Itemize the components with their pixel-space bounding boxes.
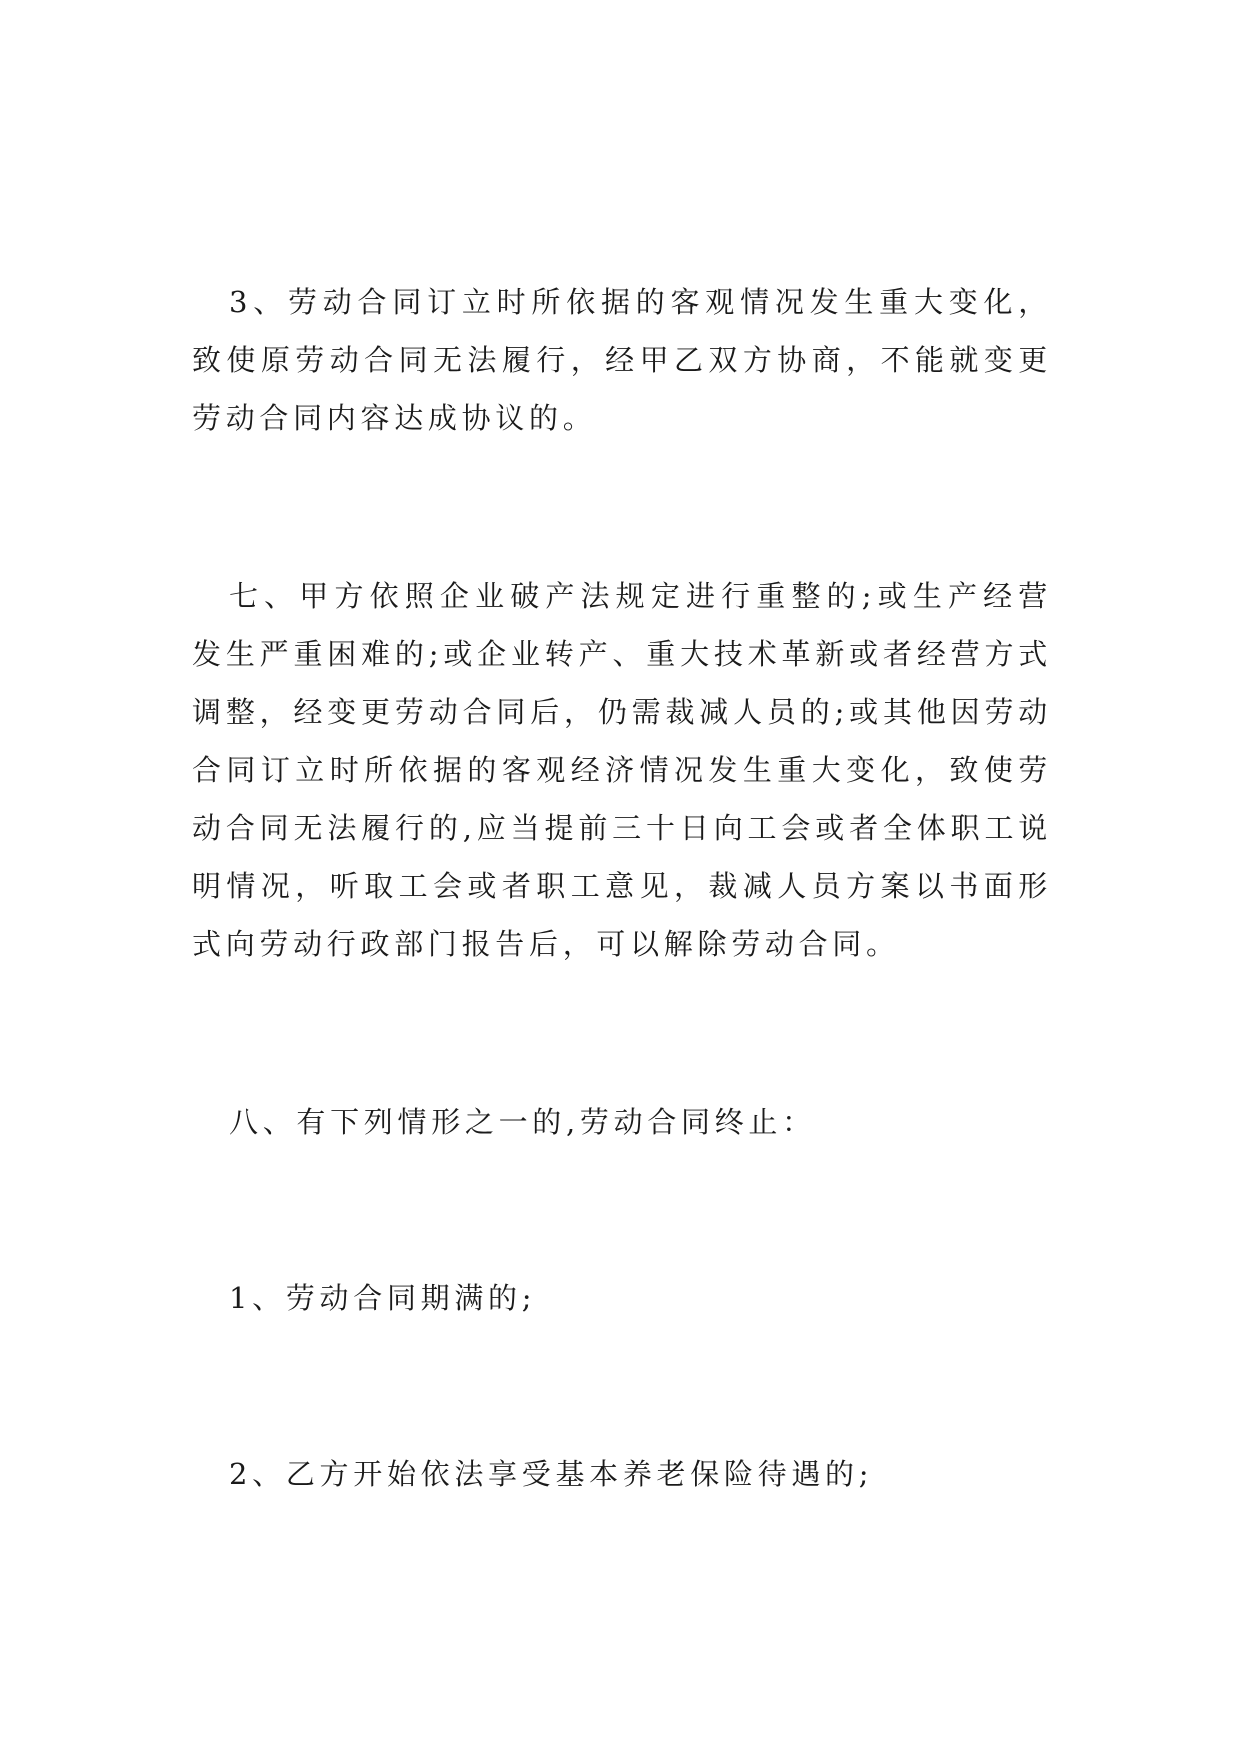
paragraph-clause-3: 3、劳动合同订立时所依据的客观情况发生重大变化，致使原劳动合同无法履行，经甲乙双方协商，不能就变更劳动合同内容达成协议的。 [192,285,1052,435]
paragraph-article-8: 八、有下列情形之一的,劳动合同终止： [229,1105,816,1139]
paragraph-item-1: 1、劳动合同期满的; [229,1281,537,1315]
paragraph-item-2: 2、乙方开始依法享受基本养老保险待遇的; [229,1457,874,1491]
paragraph-article-7: 七、甲方依照企业破产法规定进行重整的;或生产经营发生严重困难的;或企业转产、重大技术革新或者经营方式调整，经变更劳动合同后，仍需裁减人员的;或其他因劳动合同订立时所依据的客观经济情况发生重大变化，致使劳动合同无法履行的,应当提前三十日向工会或者全体职工说明情况，听取工会或者职工意见，裁减人员方案以书面形式向劳动行政部门报告后，可以解除劳动合同。 [192,579,1052,961]
